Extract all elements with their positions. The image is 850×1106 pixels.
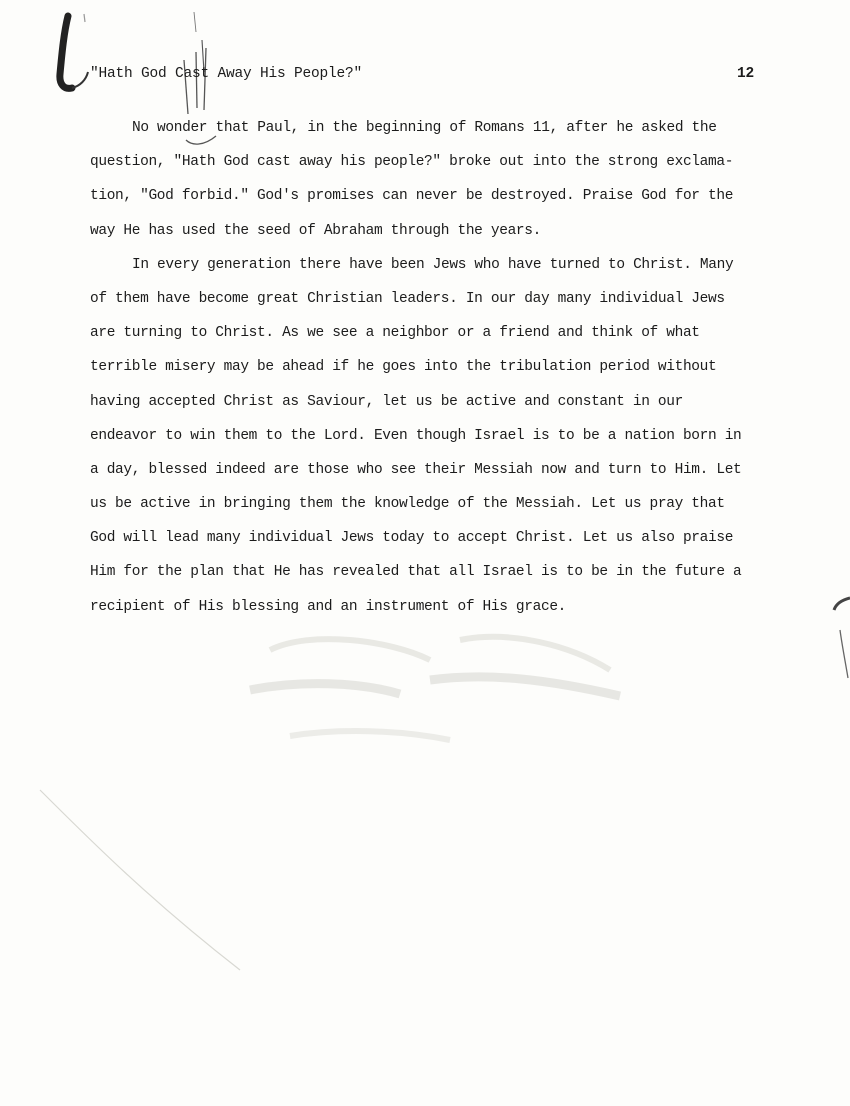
- paragraph: [90, 118, 758, 255]
- bleed-through-mark-icon: [230, 610, 650, 760]
- text-line: endeavor to win them to the Lord. Even though Israel is to be a nation born in: [90, 427, 742, 444]
- text-line: Him for the plan that He has revealed that all Israel is to be in the future a: [90, 564, 742, 581]
- page-number: 12: [736, 66, 754, 82]
- paragraph: [90, 255, 758, 631]
- text-line: In every generation there have been Jews who have turned to Christ. Many: [132, 256, 734, 273]
- text-line: us be active in bringing them the knowledge of the Messiah. Let us pray that: [90, 496, 725, 513]
- body-text: [90, 118, 758, 631]
- text-line: way He has used the seed of Abraham through the years.: [90, 222, 541, 239]
- text-line: question, "Hath God cast away his people?" broke out into the strong exclama-: [90, 154, 734, 171]
- text-line: having accepted Christ as Saviour, let us be active and constant in our: [90, 393, 683, 410]
- text-line: terrible misery may be ahead if he goes into the tribulation period without: [90, 359, 717, 376]
- text-line: a day, blessed indeed are those who see their Messiah now and turn to Him. Let: [90, 461, 742, 478]
- text-line: of them have become great Christian leaders. In our day many individual Jews: [90, 290, 725, 307]
- paper-crease-icon: [0, 780, 260, 980]
- page-header: [90, 66, 754, 86]
- running-title: "Hath God Cast Away His People?": [90, 66, 363, 82]
- text-line: No wonder that Paul, in the beginning of Romans 11, after he asked the: [132, 120, 717, 136]
- text-line: are turning to Christ. As we see a neighbor or a friend and think of what: [90, 325, 700, 342]
- text-line: recipient of His blessing and an instrument of His grace.: [90, 598, 567, 615]
- text-line: God will lead many individual Jews today to accept Christ. Let us also praise: [90, 530, 734, 547]
- binding-mark-icon: [54, 12, 94, 102]
- text-line: tion, "God forbid." God's promises can never be destroyed. Praise God for the: [90, 188, 734, 205]
- page-edge-curl-icon: [830, 590, 850, 680]
